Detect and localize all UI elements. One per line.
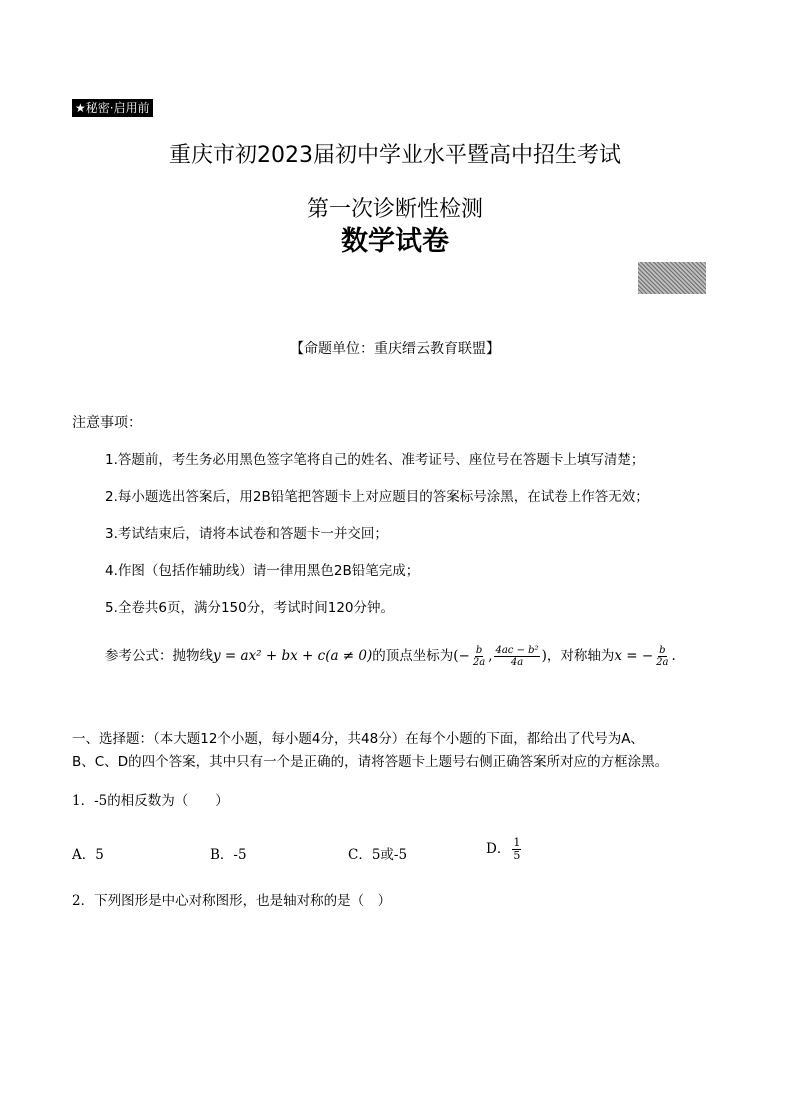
note-item: 5.全卷共6页，满分150分，考试时间120分钟。: [105, 600, 395, 616]
fraction: [472, 645, 486, 668]
fraction-numerator: 1: [513, 836, 521, 849]
question-1-option-a: A．5: [72, 847, 104, 863]
fraction-numerator: b: [475, 645, 483, 656]
fraction-denominator: 5: [513, 849, 521, 862]
exam-subject-title: 数学试卷: [341, 226, 449, 257]
axis-equation: x = −: [614, 648, 654, 664]
formula-label: 参考公式：抛物线: [105, 648, 213, 664]
note-item: 2.每小题选出答案后，用2B铅笔把答题卡上对应题目的答案标号涂黑，在试卷上作答无效；: [105, 489, 649, 505]
exam-title-line1: 重庆市初2023届初中学业水平暨高中招生考试: [169, 143, 621, 168]
question-2-stem: 2．下列图形是中心对称图形，也是轴对称的是（ ）: [72, 893, 392, 909]
question-1-stem: 1．-5的相反数为（ ）: [72, 793, 229, 809]
formula-end: .: [671, 648, 676, 664]
axis-label: ，对称轴为: [546, 648, 615, 664]
fraction: [512, 837, 521, 862]
formula-mid: 的顶点坐标为: [372, 648, 454, 664]
fraction-denominator: 2a: [656, 657, 669, 668]
section-instructions-line2: B、C、D的四个答案，其中只有一个是正确的，请将答题卡上题号右侧正确答案所对应的方框涂黑。: [72, 754, 669, 770]
reference-formula: [105, 644, 676, 668]
note-item: 4.作图（包括作辅助线）请一律用黑色2B铅笔完成；: [105, 563, 420, 579]
fraction-denominator: 2a: [472, 657, 486, 668]
fraction: [494, 645, 539, 668]
author-unit: 【命题单位：重庆缙云教育联盟】: [290, 341, 500, 357]
option-d-label: D．: [486, 841, 511, 857]
note-item: 3.考试结束后，请将本试卷和答题卡一并交回；: [105, 526, 388, 542]
formula-equation: y = ax² + bx + c(a ≠ 0): [213, 648, 373, 664]
fraction: [655, 645, 669, 668]
fraction-denominator: 4a: [510, 657, 524, 668]
question-1-option-c: C．5或-5: [348, 847, 408, 863]
question-1-option-b: B．-5: [210, 847, 247, 863]
question-1-option-d: [486, 837, 523, 862]
confidential-badge: ★秘密·启用前: [72, 99, 153, 117]
vertex-close: ): [541, 648, 547, 664]
notes-heading: 注意事项：: [72, 415, 142, 431]
note-item: 1.答题前，考生务必用黑色签字笔将自己的姓名、准考证号、座位号在答题卡上填写清楚；: [105, 452, 645, 468]
fraction-numerator: b: [659, 645, 666, 656]
fraction-numerator: 4ac − b²: [495, 645, 539, 656]
watermark-stamp: [638, 262, 706, 294]
exam-title-line2: 第一次诊断性检测: [306, 197, 483, 222]
vertex-open: (−: [453, 648, 470, 664]
section-instructions-line1: 一、选择题：（本大题12个小题，每小题4分，共48分）在每个小题的下面，都给出了代号为A、: [72, 731, 644, 747]
vertex-comma: ,: [488, 648, 493, 664]
